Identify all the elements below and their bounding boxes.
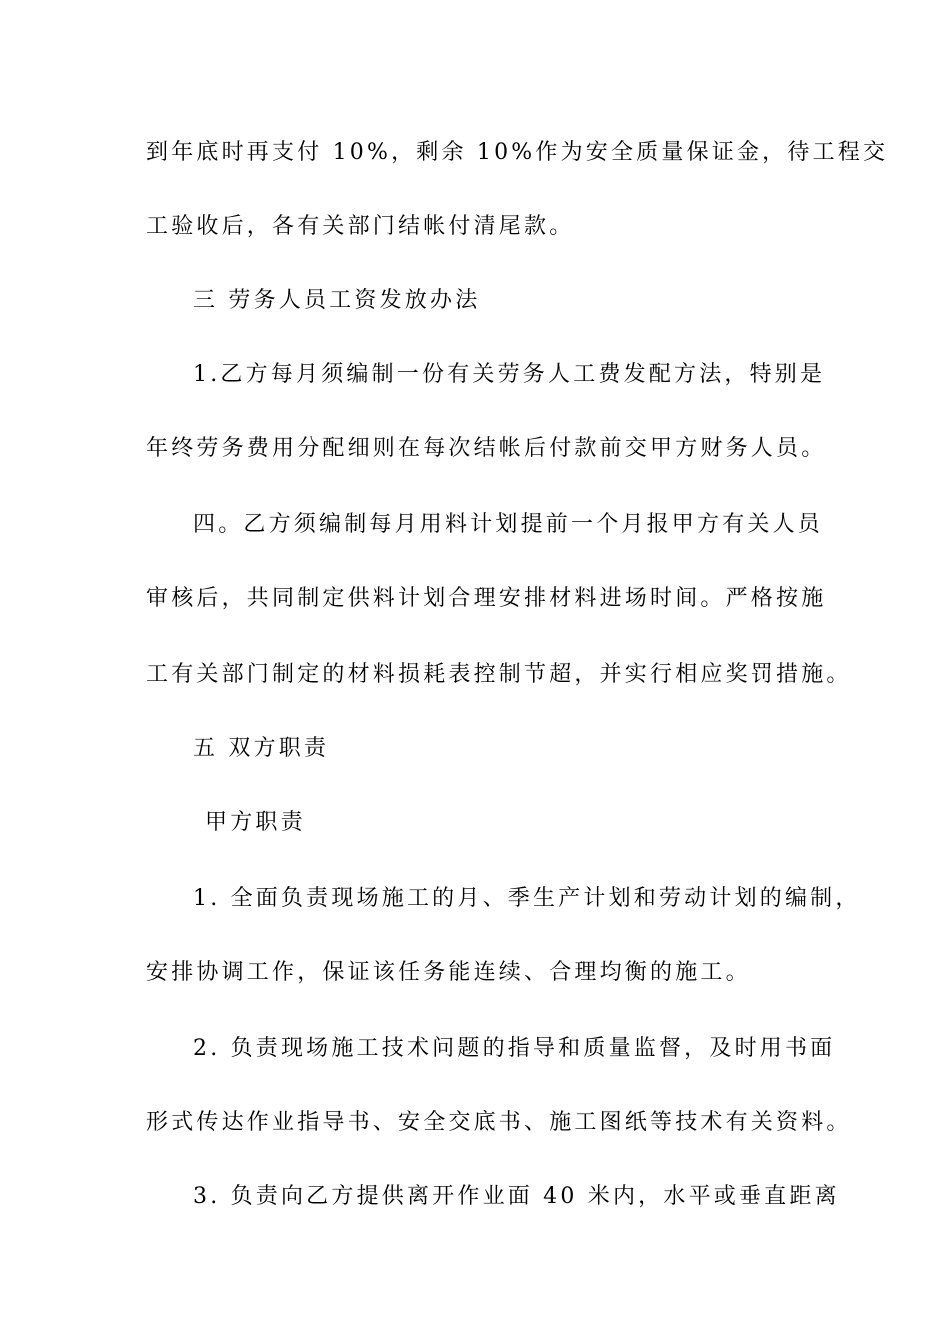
paragraph-line: 审核后，共同制定供料计划合理安排材料进场时间。严格按施: [146, 586, 827, 611]
paragraph-line: 3. 负责向乙方提供离开作业面 40 米内，水平或垂直距离: [193, 1184, 840, 1209]
paragraph-line: 2. 负责现场施工技术问题的指导和质量监督，及时用书面: [193, 1036, 836, 1061]
paragraph-line: 工验收后，各有关部门结帐付清尾款。: [146, 214, 575, 239]
section-heading: 三 劳务人员工资发放办法: [193, 288, 481, 313]
paragraph-line: 形式传达作业指导书、安全交底书、施工图纸等技术有关资料。: [146, 1110, 852, 1135]
paragraph-line: 安排协调工作，保证该任务能连续、合理均衡的施工。: [146, 960, 751, 985]
paragraph-line: 到年底时再支付 10%，剩余 10%作为安全质量保证金，待工程交: [146, 140, 889, 165]
paragraph-line: 1. 全面负责现场施工的月、季生产计划和劳动计划的编制，: [193, 886, 861, 911]
subsection-heading: 甲方职责: [205, 810, 306, 835]
paragraph-line: 1.乙方每月须编制一份有关劳务人工费发配方法，特别是: [193, 362, 826, 387]
paragraph-line: 四。乙方须编制每月用料计划提前一个月报甲方有关人员: [193, 512, 824, 537]
section-heading: 五 双方职责: [193, 736, 330, 761]
paragraph-line: 工有关部门制定的材料损耗表控制节超，并实行相应奖罚措施。: [146, 662, 852, 687]
paragraph-line: 年终劳务费用分配细则在每次结帐后付款前交甲方财务人员。: [146, 436, 827, 461]
